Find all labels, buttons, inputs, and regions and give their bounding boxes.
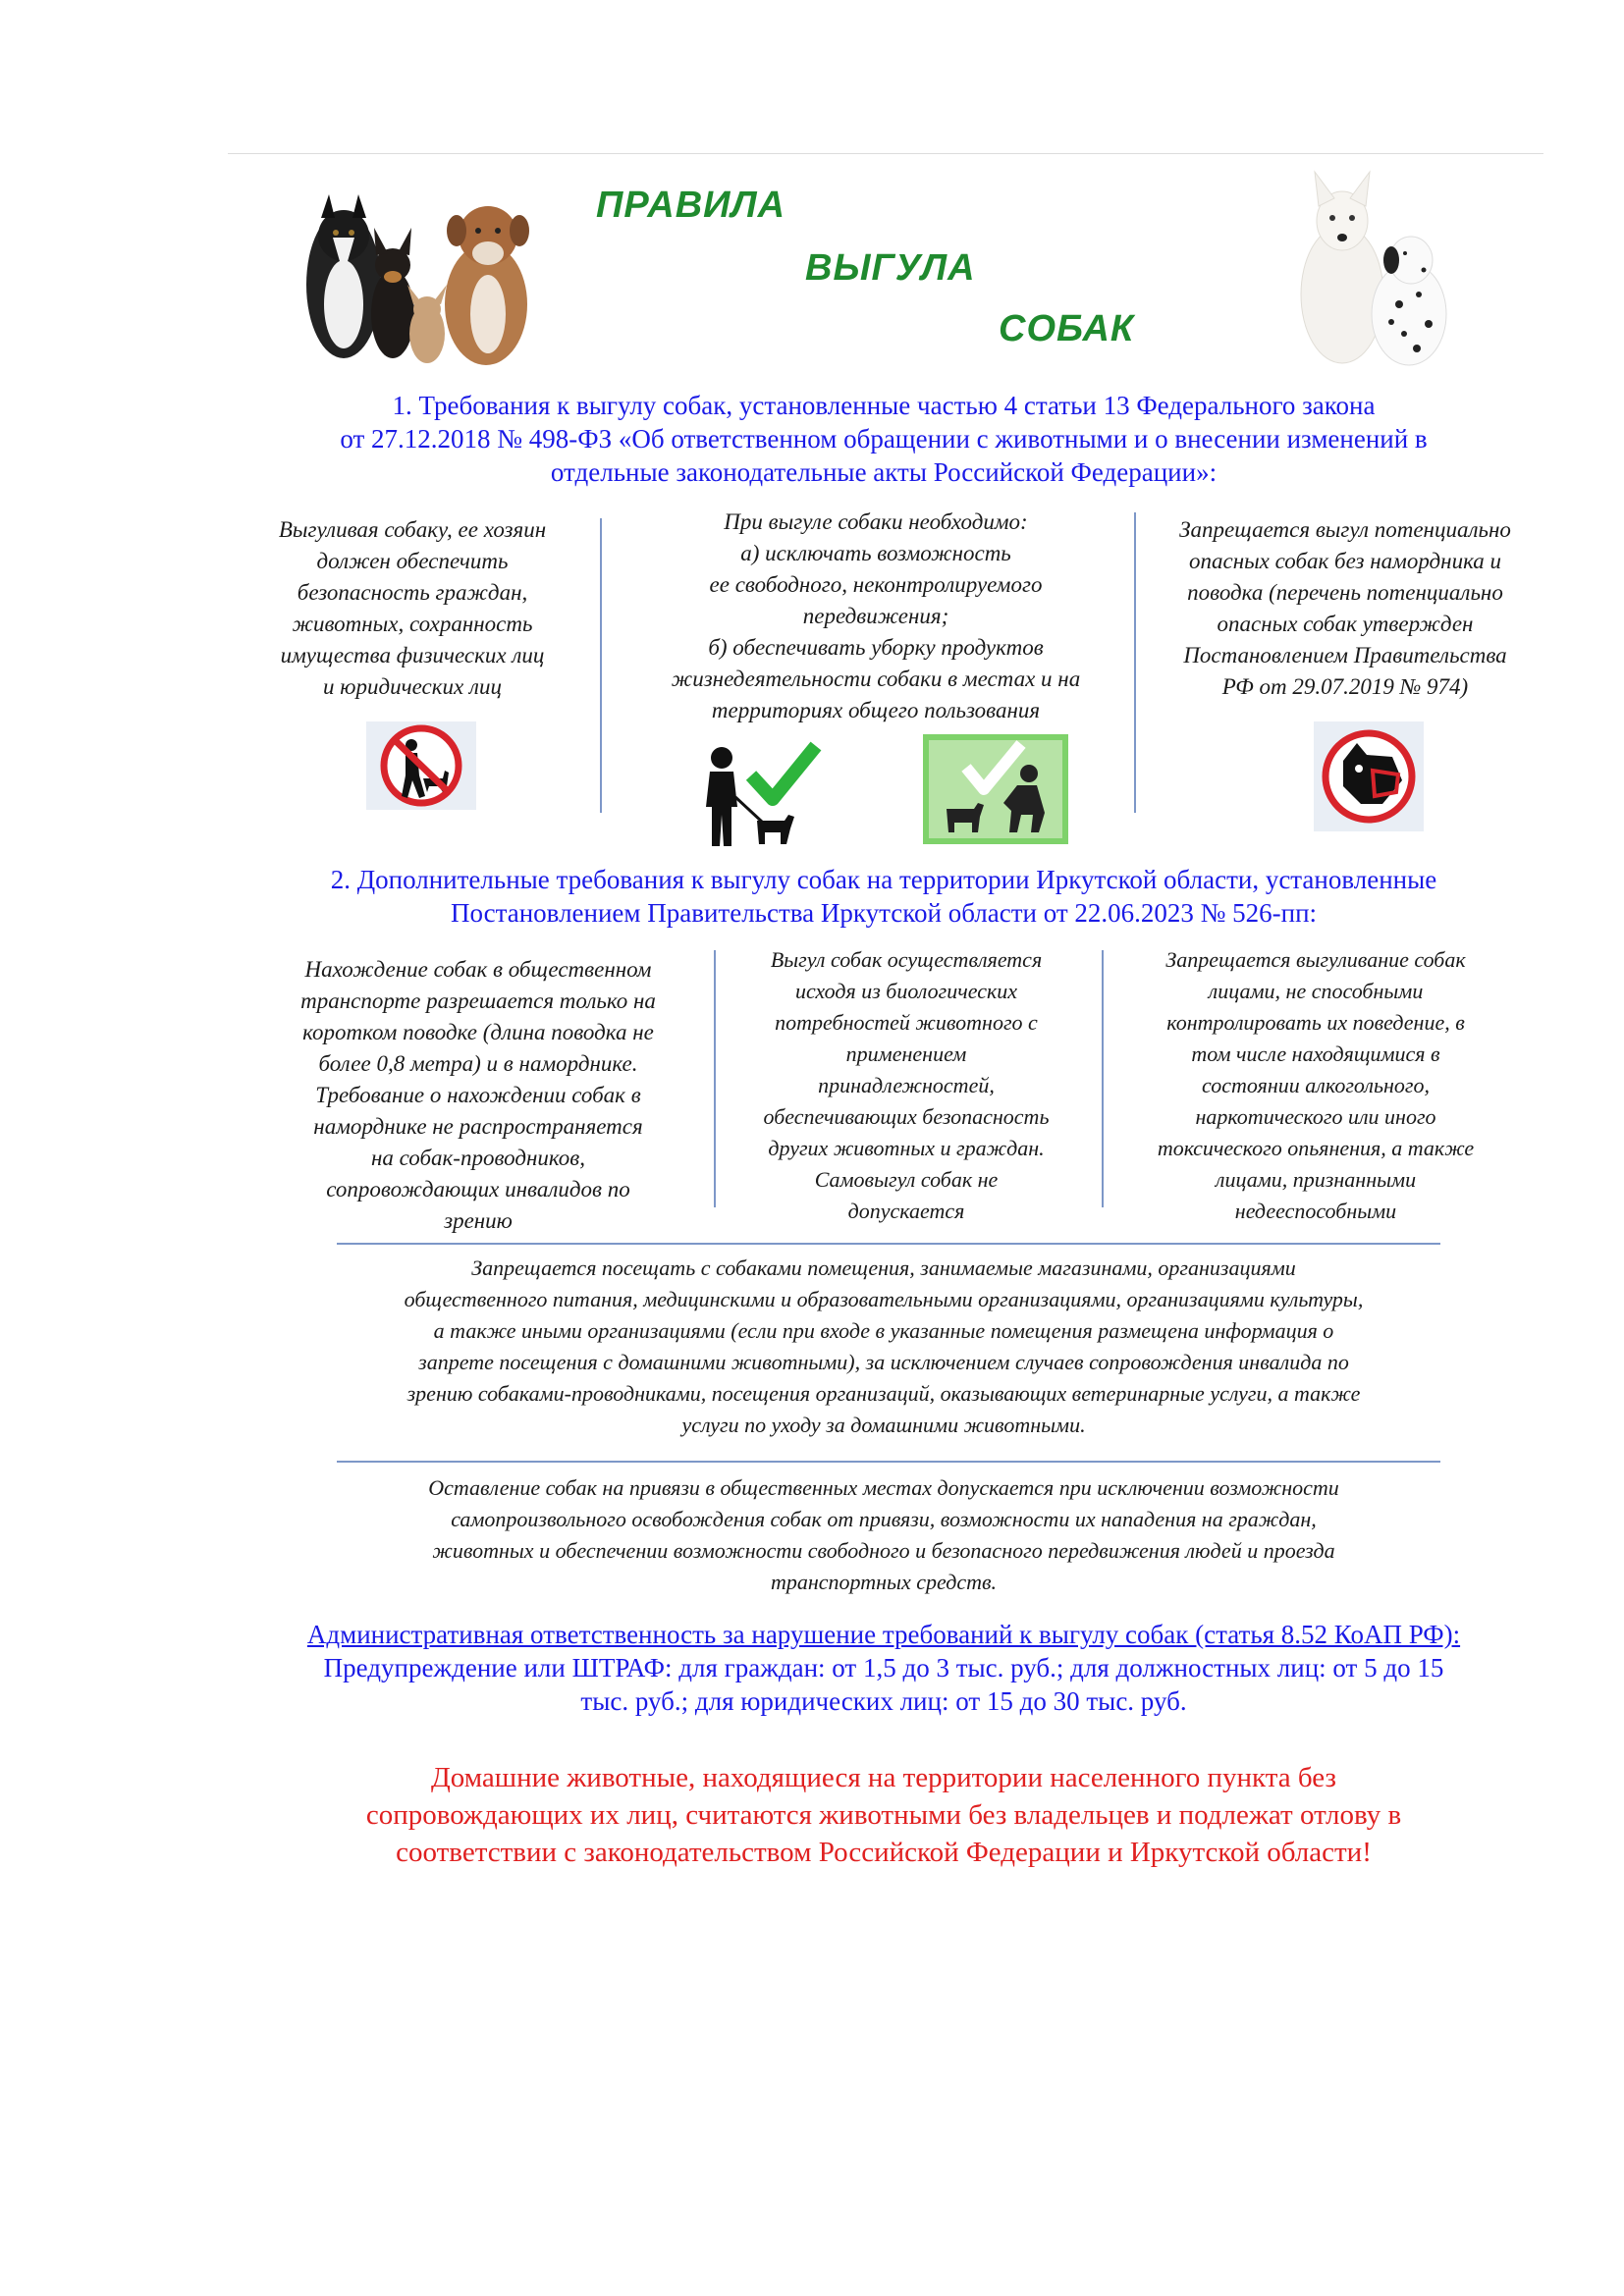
warning-line: сопровождающих их лиц, считаются животными без владельцев и подлежат отлову в	[365, 1799, 1402, 1831]
liability-fines-line: тыс. руб.; для юридических лиц: от 15 до 30 тыс. руб.	[580, 1686, 1187, 1716]
text-line: и юридических лиц	[323, 674, 502, 699]
premises-ban-paragraph	[245, 1253, 1522, 1441]
text-line: Выгуливая собаку, ее хозяин	[278, 517, 547, 542]
warning-line: Домашние животные, находящиеся на территории населенного пункта без	[431, 1762, 1336, 1793]
top-rule	[228, 153, 1543, 154]
section2-heading-line: Постановлением Правительства Иркутской области от 22.06.2023 № 526-пп:	[450, 898, 1318, 928]
no-dog-fouling-icon	[366, 721, 476, 810]
text-line: применением	[845, 1041, 967, 1066]
section2-heading	[236, 863, 1532, 930]
text-line: ее свободного, неконтролируемого	[709, 572, 1043, 597]
text-line: Выгул собак осуществляется	[770, 947, 1043, 972]
section1-heading	[236, 389, 1532, 489]
warning-line: соответствии с законодательством Российской Федерации и Иркутской области!	[396, 1837, 1372, 1868]
text-line: безопасность граждан,	[297, 580, 528, 605]
text-line: на собак-проводников,	[370, 1146, 586, 1170]
section2-heading-line: 2. Дополнительные требования к выгулу собак на территории Иркутской области, установленные	[330, 865, 1437, 894]
text-line: животных, сохранность	[292, 612, 533, 636]
liability-block	[226, 1618, 1542, 1718]
text-line: токсического опьянения, а также	[1157, 1136, 1475, 1160]
text-line: исходя из биологических	[794, 979, 1018, 1003]
dogs-pair-right-image	[1281, 167, 1458, 368]
text-line: Требование о нахождении собак в	[315, 1083, 641, 1107]
section2-divider-1	[714, 950, 716, 1207]
text-line: При выгуле собаки необходимо:	[724, 509, 1028, 534]
liability-fines-line: Предупреждение или ШТРАФ: для граждан: от 1,5 до 3 тыс. руб.; для должностных лиц: от 5 до 15	[323, 1653, 1444, 1682]
section1-col2-text	[611, 507, 1141, 726]
liability-link[interactable]: Административная ответственность за нарушение требований к выгулу собак (статья 8.52 КоАП РФ):	[306, 1620, 1461, 1649]
text-line: обеспечивающих безопасность	[763, 1104, 1050, 1129]
text-line: а также иными организациями (если при входе в указанные помещения размещена информация о	[433, 1318, 1334, 1343]
title-line-1: ПРАВИЛА	[596, 185, 786, 226]
title-line-3: СОБАК	[999, 308, 1135, 349]
text-line: сопровождающих инвалидов по	[326, 1177, 630, 1201]
text-line: недееспособными	[1234, 1199, 1397, 1223]
text-line: Запрещается посещать с собаками помещения, занимаемые магазинами, организациями	[471, 1255, 1296, 1280]
text-line: жизнедеятельности собаки в местах и на	[671, 667, 1081, 691]
text-line: зрению собаками-проводниками, посещения организаций, оказывающих ветеринарные услуги, а также	[406, 1381, 1361, 1406]
text-line: территориях общего пользования	[711, 698, 1041, 722]
text-line: транспорте разрешается только на	[300, 988, 656, 1013]
text-line: имущества физических лиц	[280, 643, 545, 667]
walking-dog-check-icon	[682, 738, 822, 851]
text-line: РФ от 29.07.2019 № 974)	[1221, 674, 1469, 699]
text-line: животных и обеспечении возможности свободного и безопасного передвижения людей и проезда	[432, 1538, 1335, 1563]
title-line-2: ВЫГУЛА	[805, 247, 976, 289]
text-line: опасных собак без намордника и	[1188, 549, 1502, 573]
section2-divider-2	[1102, 950, 1104, 1207]
section1-heading-line: отдельные законодательные акты Российской Федерации»:	[550, 457, 1218, 487]
text-line: услуги по уходу за домашними животными.	[681, 1413, 1086, 1437]
text-line: принадлежностей,	[818, 1073, 995, 1097]
section1-col1-text	[250, 514, 574, 703]
text-line: более 0,8 метра) и в наморднике.	[318, 1051, 638, 1076]
dogs-group-left-image	[299, 167, 540, 368]
text-line: а) исключать возможность	[740, 541, 1011, 565]
section1-heading-line: от 27.12.2018 № 498-ФЗ «Об ответственном обращении с животными и о внесении изменений в	[340, 424, 1428, 454]
text-line: передвижения;	[802, 604, 949, 628]
section2-col3-text	[1110, 944, 1522, 1227]
section1-divider-1	[600, 518, 602, 813]
text-line: должен обеспечить	[316, 549, 509, 573]
tethering-paragraph	[245, 1472, 1522, 1598]
text-line: допускается	[847, 1199, 965, 1223]
text-line: том числе находящимися в	[1191, 1041, 1440, 1066]
section2-col2-text	[724, 944, 1089, 1227]
text-line: наморднике не распространяется	[313, 1114, 643, 1139]
text-line: коротком поводке (длина поводка не	[302, 1020, 654, 1044]
cleaning-up-check-icon	[923, 734, 1068, 844]
text-line: контролировать их поведение, в	[1166, 1010, 1465, 1035]
text-line: Запрещается выгул потенциально	[1179, 517, 1511, 542]
muzzle-required-icon	[1314, 721, 1424, 831]
text-line: поводка (перечень потенциально	[1187, 580, 1503, 605]
text-line: Самовыгул собак не	[814, 1167, 999, 1192]
text-line: б) обеспечивать уборку продуктов	[708, 635, 1044, 660]
text-line: зрению	[444, 1208, 513, 1233]
text-line: транспортных средств.	[770, 1570, 998, 1594]
text-line: общественного питания, медицинскими и образовательными организациями, организациями культуры,	[404, 1287, 1364, 1311]
rule-1	[337, 1243, 1440, 1245]
text-line: Оставление собак на привязи в общественных местах допускается при исключении возможности	[428, 1475, 1339, 1500]
text-line: запрете посещения с домашними животными), за исключением случаев сопровождения инвалида по	[418, 1350, 1349, 1374]
rule-2	[337, 1461, 1440, 1463]
text-line: состоянии алкогольного,	[1202, 1073, 1430, 1097]
section1-heading-line: 1. Требования к выгулу собак, установленные частью 4 статьи 13 Федерального закона	[392, 391, 1376, 420]
section1-col3-text	[1144, 514, 1546, 703]
text-line: лицами, не способными	[1208, 979, 1424, 1003]
text-line: других животных и граждан.	[768, 1136, 1045, 1160]
text-line: самопроизвольного освобождения собак от привязи, возможности их нападения на граждан,	[451, 1507, 1317, 1531]
section2-col1-text	[257, 954, 699, 1237]
text-line: потребностей животного с	[775, 1010, 1038, 1035]
text-line: Нахождение собак в общественном	[304, 957, 652, 982]
text-line: Постановлением Правительства	[1183, 643, 1507, 667]
text-line: опасных собак утвержден	[1217, 612, 1474, 636]
text-line: лицами, признанными	[1215, 1167, 1417, 1192]
text-line: Запрещается выгуливание собак	[1165, 947, 1466, 972]
text-line: наркотического или иного	[1195, 1104, 1436, 1129]
stray-animals-warning	[226, 1759, 1542, 1871]
section1-divider-2	[1134, 512, 1136, 813]
